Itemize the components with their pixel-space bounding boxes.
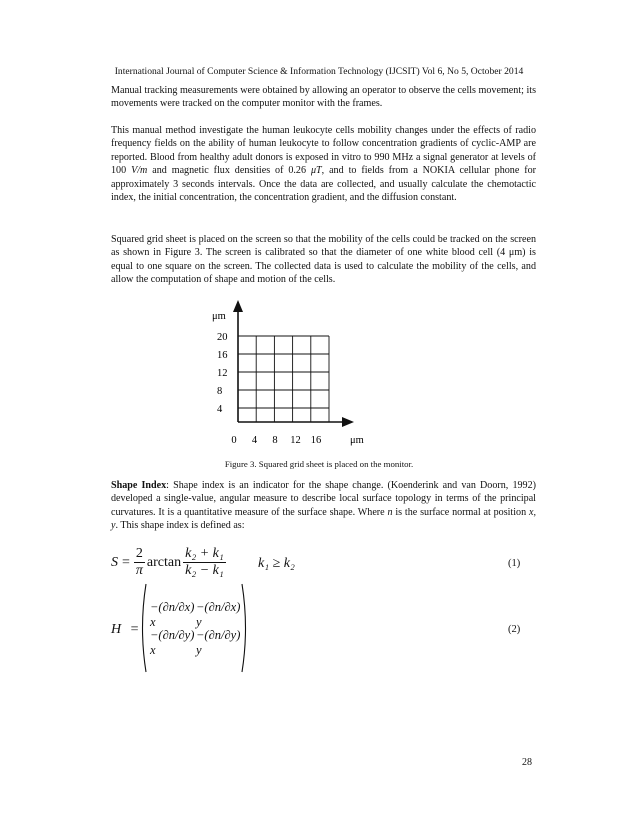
y-axis-arrow xyxy=(233,300,243,312)
page-number: 28 xyxy=(522,757,532,768)
x-tick-label: 4 xyxy=(251,435,258,446)
unit-microtesla: μT xyxy=(310,165,322,177)
eq2-equals: = xyxy=(130,622,139,637)
eq1-numerator: k₂ + k₁ xyxy=(185,546,224,561)
y-unit-label: μm xyxy=(212,311,226,322)
y-tick-label: 16 xyxy=(217,350,228,361)
paragraph-grid-sheet: Squared grid sheet is placed on the screen so that the mobility of the cells could be tracked on the screen as shown in Figure 3. The screen is calibrated so that the diameter of one white blood cell (4 μm) is equal to one square on the screen. The collected data is used to calculate the mobility of the cells, and allow the computation of shape and motion of the cells. xyxy=(111,234,536,286)
y-tick-label: 4 xyxy=(217,404,223,415)
eq2-label: (2) xyxy=(508,624,521,635)
paragraph-manual-tracking: Manual tracking measurements were obtained by allowing an operator to observe the cells movement; its movements were tracked on the computer monitor with the frames. xyxy=(111,85,536,110)
eq1-coefficient xyxy=(134,546,145,579)
x-tick-label: 12 xyxy=(290,435,301,446)
symbol-n: n xyxy=(387,506,393,518)
eq2-m12: −(∂n/∂x) y xyxy=(196,600,241,629)
para2-text-1: This manual method investigate the human leukocyte cells mobility changes under the effects of radio frequency fields on the ability of human leukocyte to follow concentration gradients of cyclic-AMP are reported. Blood from healthy adult donors is exposed in vitro to 990 MHz a signal generator at levels of 100 xyxy=(111,125,536,177)
para4-text-3: . This shape index is defined as: xyxy=(115,520,245,532)
y-tick-label: 8 xyxy=(217,386,223,397)
grid-sheet-figure xyxy=(200,296,400,452)
eq2-right-paren xyxy=(242,584,246,672)
para2-text-3: , and to fields from a NOKIA cellular phone for approximately 3 seconds intervals. Once the data are collected, and usually calculate the chemotactic index, the initial concentration, the concentration gradient, and the diffusion constant. xyxy=(111,165,536,204)
eq2-m21: −(∂n/∂y) x xyxy=(150,628,195,657)
y-tick-label: 20 xyxy=(217,332,228,343)
journal-header: International Journal of Computer Science & Information Technology (IJCSIT) Vol 6, No 5, October 2014 xyxy=(114,66,524,77)
eq1-fraction xyxy=(183,546,226,579)
eq1-condition: k₁ ≥ k₂ xyxy=(258,556,295,571)
grid-lines xyxy=(238,336,329,422)
symbol-xy: x, y xyxy=(111,506,536,532)
eq2-matrix xyxy=(150,600,242,656)
eq2-left-paren xyxy=(143,584,147,672)
shape-index-heading: Shape Index xyxy=(111,480,167,491)
eq2-m11: −(∂n/∂x) x xyxy=(150,600,195,629)
eq1-arctan: arctan xyxy=(146,554,182,570)
x-unit-label: μm xyxy=(350,435,364,446)
unit-volt-per-meter: V/m xyxy=(131,165,148,177)
para2-text-2: and magnetic flux densities of 0.26 xyxy=(147,165,311,177)
paragraph-manual-method xyxy=(111,124,536,204)
x-axis-arrow xyxy=(342,417,354,427)
x-tick-label: 8 xyxy=(272,435,278,446)
eq1-coef-den: π xyxy=(135,563,143,578)
eq1-coef-num: 2 xyxy=(135,546,143,561)
x-tick-labels xyxy=(231,435,321,446)
para4-text-2: is the surface normal at position xyxy=(392,506,529,518)
y-tick-labels xyxy=(217,332,228,415)
eq1-denominator: k₂ − k₁ xyxy=(185,563,224,578)
eq2-lhs: H xyxy=(111,622,122,637)
eq2-lhs-group xyxy=(111,622,139,638)
eq1-lhs: S xyxy=(111,554,118,570)
paragraph-shape-index xyxy=(111,479,536,533)
eq2-m22: −(∂n/∂y) y xyxy=(196,628,241,657)
para4-text-1: : Shape index is an indicator for the shape change. (Koenderink and van Doorn, 1992) developed a single-value, angular measure to describe local surface topology in terms of the principal curvatures. It is a quantitative measure of the surface shape. Where xyxy=(111,480,536,518)
y-tick-label: 12 xyxy=(217,368,228,379)
x-tick-label: 16 xyxy=(310,435,322,446)
figure-caption: Figure 3. Squared grid sheet is placed on the monitor. xyxy=(224,459,414,469)
eq1-equals: = xyxy=(122,554,130,570)
equation-1 xyxy=(111,546,226,579)
x-tick-label: 0 xyxy=(231,435,237,446)
eq1-label: (1) xyxy=(508,558,521,569)
